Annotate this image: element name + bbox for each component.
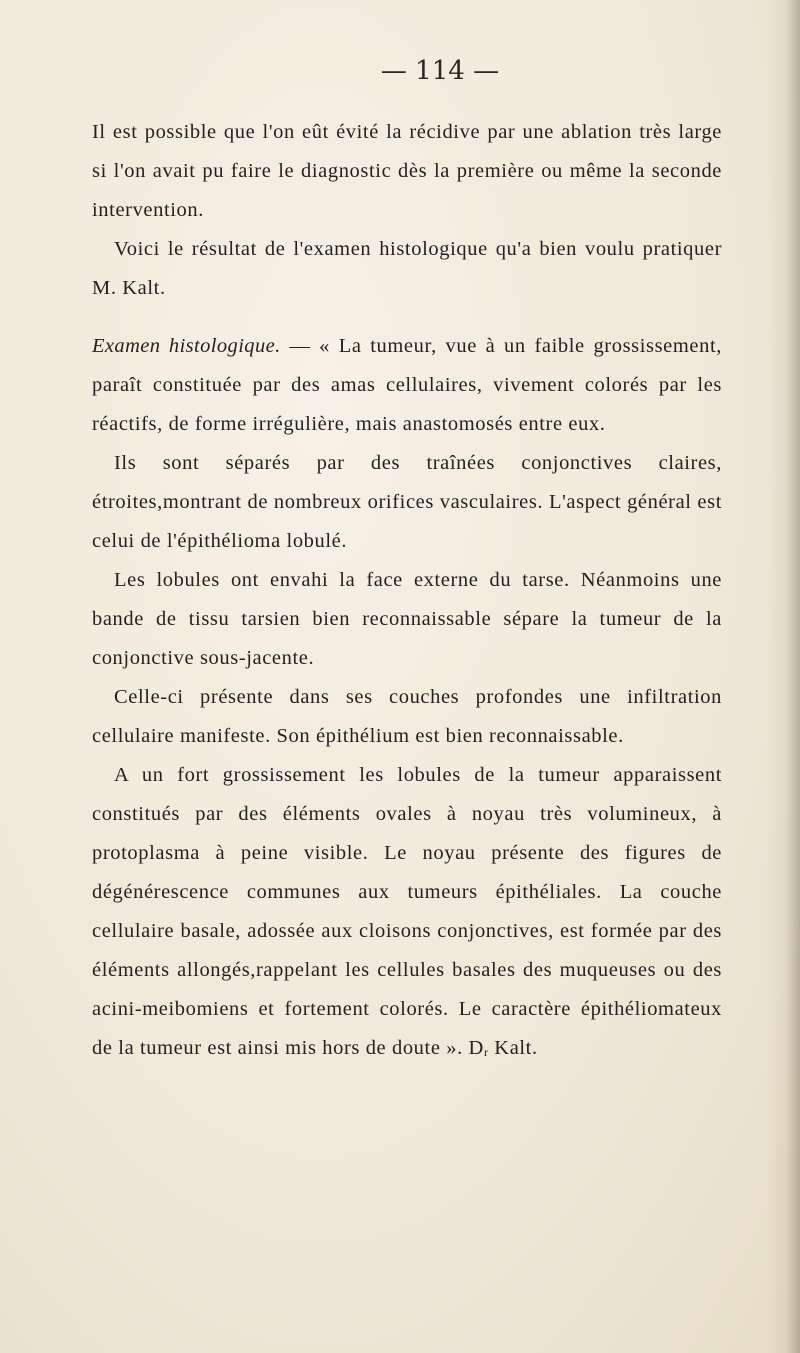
paragraph-2: Voici le résultat de l'examen histologique qu'a bien voulu pratiquer M. Kalt.	[92, 238, 722, 299]
paragraph-gap	[92, 308, 722, 327]
paragraph-3	[92, 327, 722, 444]
paragraph-3-text: — « La tumeur, vue à un faible grossissement, paraît constituée par des amas cellulaires, vivement colorés par les réactifs, de forme irrégulière, mais anastomosés entre eux.	[92, 335, 722, 435]
paragraph-5: Les lobules ont envahi la face externe du tarse. Néanmoins une bande de tissu tarsien bien reconnaissable sépare la tumeur de la conjonctive sous-jacente.	[92, 569, 722, 669]
paragraph-6: Celle-ci présente dans ses couches profondes une infiltration cellulaire manifeste. Son épithélium est bien reconnaissable.	[92, 686, 722, 747]
paragraph-4: Ils sont séparés par des traînées conjonctives claires, étroites,montrant de nombreux orifices vasculaires. L'aspect général est celui de l'épithélioma lobulé.	[92, 452, 722, 552]
page-edge-shadow	[766, 0, 800, 1353]
body-text	[92, 113, 722, 1072]
page-number: — 114 —	[380, 56, 500, 86]
signature: Kalt.	[488, 1037, 538, 1059]
paragraph-1: Il est possible que l'on eût évité la récidive par une ablation très large si l'on avait pu faire le diagnostic dès la première ou même la seconde intervention.	[92, 121, 722, 221]
paragraph-7	[92, 756, 722, 1072]
paragraph-7-text: A un fort grossissement les lobules de la tumeur apparaissent constitués par des éléments ovales à noyau très volumineux, à protoplasma à peine visible. Le noyau présente des figures de dégénérescence communes aux tumeurs épithéliales. La couche cellulaire basale, adossée aux cloisons conjonctives, est formée par des éléments allongés,rappelant les cellules basales des muqueuses ou des acini-meibomiens et fortement colorés. Le caractère épithéliomateux de la tumeur est ainsi mis hors de doute ». D	[92, 764, 722, 1059]
signature-subscript: r	[483, 1045, 489, 1059]
section-heading: Examen histologique.	[92, 335, 281, 357]
